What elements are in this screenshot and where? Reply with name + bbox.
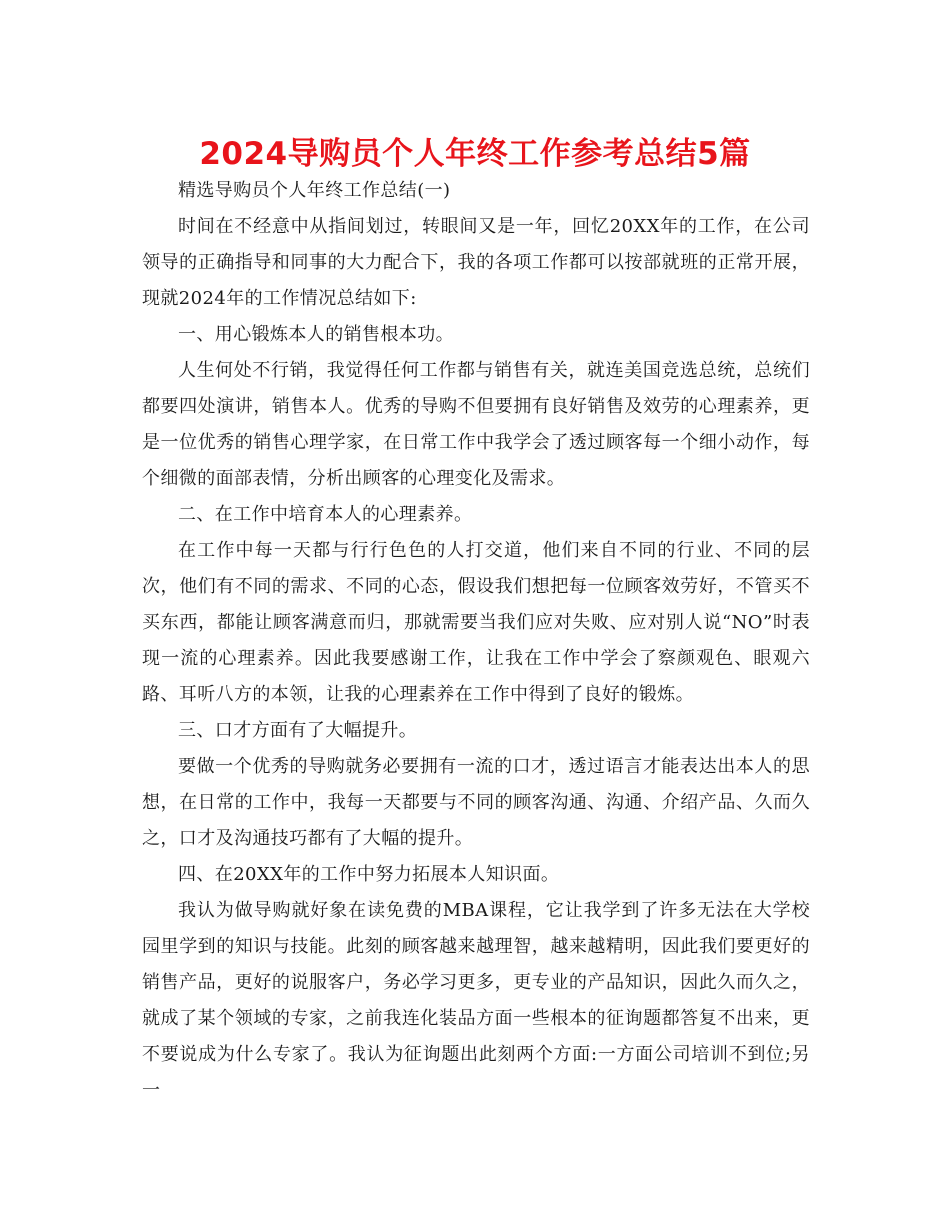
section-subtitle: 精选导购员个人年终工作总结(一) <box>178 180 451 201</box>
section-heading: 四、在20XX年的工作中努力拓展本人知识面。 <box>178 864 560 885</box>
body-paragraph: 时间在不经意中从指间划过，转眼间又是一年，回忆20XX年的工作，在公司领导的正确指导和同事的大力配合下，我的各项工作都可以按部就班的正常开展，现就2024年的工作情况总结如下: <box>142 216 810 309</box>
section-heading: 三、口才方面有了大幅提升。 <box>178 720 418 741</box>
section-heading: 一、用心锻炼本人的销售根本功。 <box>178 324 454 345</box>
body-paragraph: 要做一个优秀的导购就务必要拥有一流的口才，透过语言才能表达出本人的思想，在日常的工作中，我每一天都要与不同的顾客沟通、沟通、介绍产品、久而久之，口才及沟通技巧都有了大幅的提升。 <box>142 756 810 849</box>
body-paragraph: 人生何处不行销，我觉得任何工作都与销售有关，就连美国竞选总统，总统们都要四处演讲，销售本人。优秀的导购不但要拥有良好销售及效劳的心理素养，更是一位优秀的销售心理学家，在日常工作中我学会了透过顾客每一个细小动作，每个细微的面部表情，分析出顾客的心理变化及需求。 <box>142 360 810 489</box>
document-body <box>142 173 810 1109</box>
document-title: 2024导购员个人年终工作参考总结5篇 <box>199 136 751 172</box>
body-paragraph: 我认为做导购就好象在读免费的MBA课程，它让我学到了许多无法在大学校园里学到的知识与技能。此刻的顾客越来越理智，越来越精明，因此我们要更好的销售产品，更好的说服客户，务必学习更多，更专业的产品知识，因此久而久之，就成了某个领域的专家，之前我连化装品方面一些根本的征询题都答复不出来，更不要说成为什么专家了。我认为征询题出此刻两个方面:一方面公司培训不到位;另一 <box>142 900 810 1101</box>
section-heading: 二、在工作中培育本人的心理素养。 <box>178 504 473 525</box>
body-paragraph: 在工作中每一天都与行行色色的人打交道，他们来自不同的行业、不同的层次，他们有不同的需求、不同的心态，假设我们想把每一位顾客效劳好，不管买不买东西，都能让顾客满意而归，那就需要当我们应对失败、应对别人说“NO”时表现一流的心理素养。因此我要感谢工作，让我在工作中学会了察颜观色、眼观六路、耳听八方的本领，让我的心理素养在工作中得到了良好的锻炼。 <box>142 540 810 705</box>
